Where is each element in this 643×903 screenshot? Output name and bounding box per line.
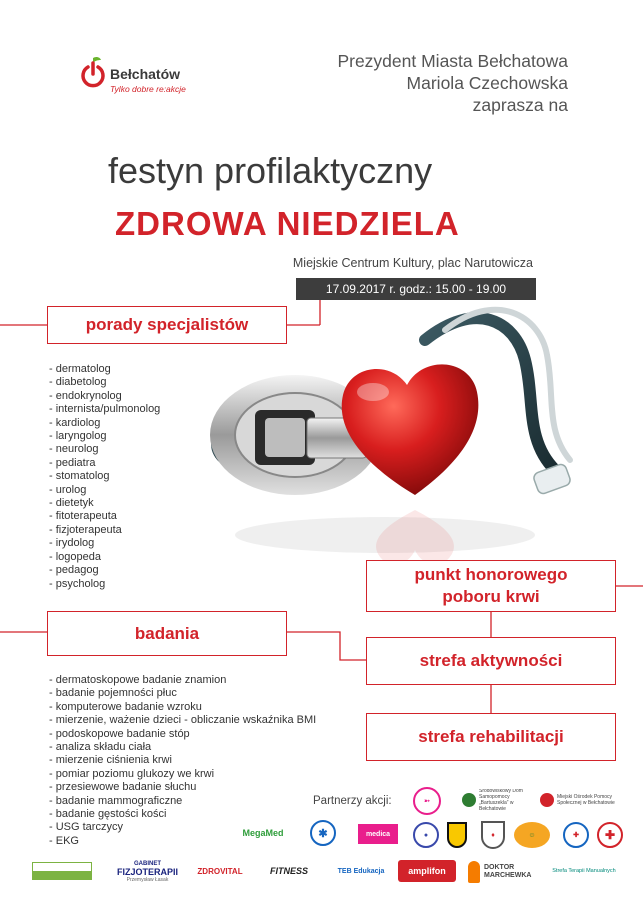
- logo-tagline: Tylko dobre re:akcje: [110, 84, 186, 94]
- section-rehabilitation: strefa rehabilitacji: [366, 713, 616, 761]
- crest-logo: ♦: [481, 821, 505, 849]
- section-tests: badania: [47, 611, 287, 656]
- list-item: - mierzenie, ważenie dzieci - obliczanie wskaźnika BMI: [49, 714, 316, 727]
- section-specialists: porady specjalistów: [47, 306, 287, 344]
- invitation-line-3: zaprasza na: [472, 95, 568, 115]
- specialists-list: [49, 363, 160, 591]
- list-item: - stomatolog: [49, 470, 160, 483]
- gabinet-line-1: GABINET: [134, 861, 161, 867]
- list-item: - logopeda: [49, 551, 160, 564]
- list-item: - dietetyk: [49, 497, 160, 510]
- bus-logo: [32, 862, 92, 880]
- event-title: festyn profilaktyczny: [108, 150, 433, 191]
- marchewka-line-2: MARCHEWKA: [484, 872, 532, 879]
- list-item: - dermatoskopowe badanie znamion: [49, 674, 316, 687]
- list-item: - badanie gęstości kości: [49, 808, 316, 821]
- list-item: - analiza składu ciała: [49, 741, 316, 754]
- mops-label: Miejski Ośrodek Pomocy Społecznej w Bełchatowie: [557, 794, 615, 806]
- power-apple-icon: [80, 56, 106, 88]
- strefa-terapii-logo: Strefa Terapii Manualnych: [552, 868, 616, 874]
- list-item: - dermatolog: [49, 363, 160, 376]
- list-item: - pedagog: [49, 564, 160, 577]
- list-item: - fizjoterapeuta: [49, 524, 160, 537]
- partners-label: Partnerzy akcji:: [313, 795, 392, 807]
- list-item: - diabetolog: [49, 376, 160, 389]
- invitation-line-1: Prezydent Miasta Bełchatowa: [337, 51, 568, 71]
- list-item: - neurolog: [49, 443, 160, 456]
- invitation-text: [337, 50, 568, 116]
- amplifon-logo: amplifon: [398, 860, 456, 882]
- teb-edukacja-logo: TEB Edukacja: [337, 867, 385, 875]
- logo-name: Bełchatów: [110, 66, 181, 82]
- partner-seal-logo: ●: [413, 822, 439, 848]
- list-item: - irydolog: [49, 537, 160, 550]
- list-item: - pediatra: [49, 457, 160, 470]
- list-item: - endokrynolog: [49, 390, 160, 403]
- zdrovital-logo: ZDROVITAL: [197, 866, 243, 876]
- sds-label: Środowiskowy Dom Samopomocy „Bartuszekla” w Bełchatowie: [479, 789, 523, 811]
- archery-logo: ➳: [413, 787, 441, 815]
- venue: Miejskie Centrum Kultury, plac Narutowicza: [292, 256, 533, 270]
- medica-logo: medica: [358, 824, 398, 844]
- list-item: - fitoterapeuta: [49, 510, 160, 523]
- list-item: - urolog: [49, 484, 160, 497]
- list-item: - USG tarczycy: [49, 821, 316, 834]
- doktor-marchewka-logo: [468, 856, 536, 888]
- fitness-logo: FITNESS: [269, 866, 308, 876]
- section-blood-donation: [366, 560, 616, 612]
- list-item: - przesiewowe badanie słuchu: [49, 781, 316, 794]
- gabinet-fizjoterapii-logo: [110, 857, 185, 887]
- date-bar: 17.09.2017 r. godz.: 15.00 - 19.00: [296, 278, 536, 300]
- marchewka-line-1: DOKTOR: [484, 864, 515, 871]
- blood-line-2: poboru krwi: [442, 587, 540, 606]
- gabinet-line-2: FIZJOTERAPII: [116, 867, 178, 877]
- list-item: - laryngolog: [49, 430, 160, 443]
- shield-logo: [447, 822, 467, 848]
- city-logo: [80, 52, 210, 102]
- invitation-line-2: Mariola Czechowska: [406, 73, 568, 93]
- blood-line-1: punkt honorowego: [414, 565, 568, 584]
- sds-logo: [462, 789, 537, 811]
- list-item: - internista/pulmonolog: [49, 403, 160, 416]
- red-cross-logo: ✚: [597, 822, 623, 848]
- heart-stethoscope-illustration: [195, 300, 643, 600]
- gabinet-line-3: Przemysław Łasak: [126, 877, 169, 883]
- list-item: - EKG: [49, 835, 316, 848]
- carrot-icon: [468, 861, 480, 883]
- event-name: ZDROWA NIEDZIELA: [115, 205, 460, 242]
- list-item: - kardiolog: [49, 417, 160, 430]
- list-item: - podoskopowe badanie stóp: [49, 728, 316, 741]
- rescue-logo: ✚: [563, 822, 589, 848]
- kids-logo: ☺: [514, 822, 550, 848]
- section-activity: strefa aktywności: [366, 637, 616, 685]
- list-item: - badanie pojemności płuc: [49, 687, 316, 700]
- list-item: - mierzenie ciśnienia krwi: [49, 754, 316, 767]
- mops-logo: [540, 789, 615, 811]
- list-item: - psycholog: [49, 578, 160, 591]
- ambulance-logo: ✱: [310, 820, 336, 846]
- list-item: - pomiar poziomu glukozy we krwi: [49, 768, 316, 781]
- list-item: - komputerowe badanie wzroku: [49, 701, 316, 714]
- megamed-logo: MegaMed: [242, 828, 284, 838]
- list-item: - badanie mammograficzne: [49, 795, 316, 808]
